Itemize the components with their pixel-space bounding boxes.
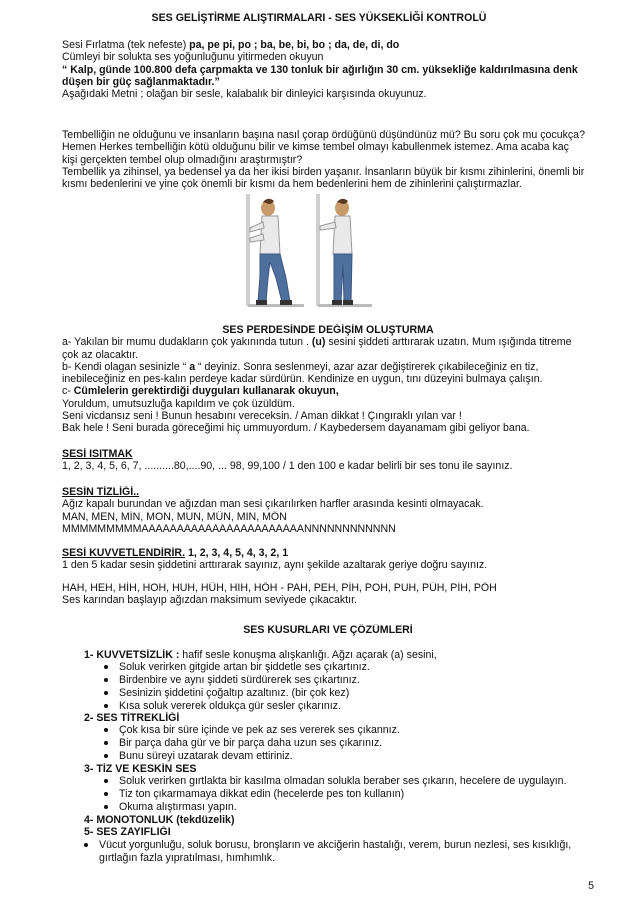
pitch-item-c bbox=[62, 385, 594, 397]
speed-line: Ağız kapalı burundan ve ağızdan man sesi çıkarılırken harfler arasında kesinti olmayacak. bbox=[62, 498, 484, 511]
defect-item-3-title: 3- TİZ VE KESKİN SES bbox=[84, 763, 197, 775]
pitch-item-c-title: Cümlelerin gerektirdiği duyguları kullanarak okuyun, bbox=[73, 385, 339, 398]
bullet-icon bbox=[84, 843, 88, 847]
pitch-heading: SES PERDESİNDE DEĞİŞİM OLUŞTURMA bbox=[222, 324, 434, 336]
intro-quote-line-1: “ Kalp, günde 100.800 defa çarpmakta ve 130 tonluk bir ağırlığın 30 cm. yüksekliğe kaldırılmasına denk bbox=[62, 63, 578, 76]
page-number: 5 bbox=[588, 880, 594, 892]
intensity-heading: SESİ ISITMAK bbox=[62, 448, 133, 460]
reading-line: kişi gerçekten tembel olup olmadığını araştırmıştır? bbox=[62, 153, 303, 166]
bullet-icon bbox=[104, 741, 108, 745]
pitch-item-a-rest: sesini şiddeti arttırarak uzatın. Mum ışığında titreme bbox=[325, 336, 572, 349]
bullet-icon bbox=[104, 728, 108, 732]
reading-line: Tembelliğin ne olduğunu ve insanların başına nasıl çorap ördüğünü düşündünüz mü? Bu soru çok mu çocukça? bbox=[62, 129, 585, 141]
defect-item-1 bbox=[84, 649, 437, 661]
strengthen-syllables: HAH, HEH, HİH, HOH, HUH, HÜH, HIH, HÖH - PAH, PEH, PİH, POH, PUH, PÜH, PİH, PÖH bbox=[62, 581, 497, 594]
defect-bullet: Sesinizin şiddetini çoğaltıp azaltınız. (bir çok kez) bbox=[119, 687, 350, 699]
page-title: SES GELİŞTİRME ALIŞTIRMALARI - SES YÜKSEKLİĞİ KONTROLÜ bbox=[151, 12, 487, 24]
intensity-line: 1, 2, 3, 4, 5, 6, 7, ..........80,....90, ... 98, 99,100 / 1 den 100 e kadar belirli bir ses tonu ile sayınız. bbox=[62, 460, 513, 473]
bullet-icon bbox=[104, 691, 108, 695]
bullet-icon bbox=[104, 665, 108, 669]
defect-bullet: Tiz ton çıkarmamaya dikkat edin (hecelerde pes ton kullanın) bbox=[119, 788, 405, 800]
intro-line-1-syllables: pa, pe pi, po ; ba, be, bi, bo ; da, de, di, do bbox=[189, 39, 400, 51]
pitch-item-c-line: Yoruldum, umutsuzluğa kapıldım ve çok üzüldüm. bbox=[62, 397, 295, 410]
strengthen-line: Ses karından başlayıp ağızdan maksimum seviyede çıkacaktır. bbox=[62, 593, 358, 606]
intro-section bbox=[62, 39, 594, 100]
reading-line: Hemen Herkes tembelliğin kötü olduğunu bilir ve kimse tembel olmayı kabullenmek istemez. Ama acaba kaç bbox=[62, 141, 569, 154]
illustration-icon bbox=[238, 194, 378, 312]
intro-line-1 bbox=[62, 39, 594, 51]
intro-line-2: Cümleyi bir solukta ses yoğunluğunu yitirmeden okuyun bbox=[62, 51, 324, 64]
reading-line: kısmı bedenlerini ve yine çok önemli bir kısmı da hem bedenlerini hem de zihinlerini çalıştırmazlar. bbox=[62, 178, 522, 191]
reading-line: Tembellik ya zihinsel, ya bedensel ya da her ikisi birden yaşanır. İnsanların büyük bir kısmı zihinlerini, önemli bir bbox=[62, 165, 585, 178]
intro-line-1-label: Sesi Fırlatma (tek nefeste) bbox=[62, 39, 190, 51]
defect-item-2-title: 2- SES TİTREKLİĞİ bbox=[84, 712, 180, 724]
bullet-icon bbox=[104, 779, 108, 783]
pitch-item-c-line: Seni vicdansız seni ! Bunun hesabını vereceksin. / Aman dikkat ! Çıngıraklı yılan var ! bbox=[62, 410, 462, 423]
two-boys-pushing-wall-illustration bbox=[238, 194, 378, 312]
bullet-icon bbox=[104, 678, 108, 682]
defect-bullet: Bir parça daha gür ve bir parça daha uzun ses çıkarınız. bbox=[119, 737, 383, 749]
strengthen-heading-title: SESİ KUVVETLENDİRİR. bbox=[62, 547, 186, 559]
strengthen-line: 1 den 5 kadar sesin şiddetini arttırarak sayınız, aynı şekilde azaltarak geriye doğru sayınız. bbox=[62, 559, 488, 572]
pitch-item-b-text: b- Kendi olagan sesinizle “ bbox=[62, 360, 190, 373]
bullet-icon bbox=[104, 805, 108, 809]
strengthen-section bbox=[62, 547, 594, 606]
intro-instruction: Aşağıdaki Metni ; olağan bir sesle, kalabalık bir dinleyici karşısında okuyunuz. bbox=[62, 88, 427, 101]
pitch-item-b-vowel: a bbox=[189, 360, 196, 373]
defect-bullet: Okuma alıştırması yapın. bbox=[119, 801, 237, 813]
pitch-item-a bbox=[62, 336, 594, 348]
pitch-section bbox=[62, 324, 594, 435]
defect-bullet: Çok kısa bir süre içinde ve pek az ses vererek ses çıkannız. bbox=[119, 724, 400, 736]
pitch-item-a-vowel: (u) bbox=[311, 336, 326, 349]
defect-bullet: Soluk verirken gırtlakta bir kasılma olmadan solukla beraber ses çıkarın, hecelere de uygulayın. bbox=[119, 775, 567, 787]
defect-item-1-title: 1- KUVVETSİZLİK : bbox=[84, 649, 180, 661]
defect-item-4-title: 4- MONOTONLUK (tekdüzelik) bbox=[84, 814, 235, 826]
pitch-item-b bbox=[62, 361, 594, 373]
defect-bullet: Bunu süreyi uzatarak devam ettiriniz. bbox=[119, 750, 293, 762]
defect-item-5-title: 5- SES ZAYIFLIĞI bbox=[84, 826, 171, 838]
intro-quote-line-2: düşen bir güç sağlanmaktadır.” bbox=[62, 75, 220, 88]
bullet-icon bbox=[104, 792, 108, 796]
pitch-item-b-rest: “ deyiniz. Sonra seslenmeyi, azar azar değiştirerek çıkabileceğiniz en tiz, bbox=[195, 360, 539, 373]
bullet-icon bbox=[104, 704, 108, 708]
strengthen-heading bbox=[62, 547, 594, 559]
bullet-icon bbox=[104, 754, 108, 758]
speed-heading: SESİN TİZLİĞİ.. bbox=[62, 486, 140, 498]
defect-bullet: Vücut yorgunluğu, soluk borusu, bronşların ve akciğerin hastalığı, verem, burun nezlesi, ses kısıklığı, bbox=[99, 839, 572, 851]
defects-heading: SES KUSURLARI VE ÇÖZÜMLERİ bbox=[243, 624, 413, 636]
defect-bullet: Birdenbire ve aynı şiddeti sürdürerek ses çıkartınız. bbox=[119, 674, 360, 686]
pitch-item-c-label: c- bbox=[62, 385, 74, 398]
reading-passage bbox=[62, 129, 594, 190]
pitch-item-a-text: a- Yakılan bir mumu dudakların çok yakınında tutun . bbox=[62, 336, 312, 349]
defect-bullet: Soluk verirken gitgide artan bir şiddetle ses çıkartınız. bbox=[119, 661, 370, 673]
defect-bullet: Kısa soluk vererek oldukça gür sesler çıkarınız. bbox=[119, 700, 341, 712]
pitch-item-a-cont: çok az olacaktır. bbox=[62, 348, 138, 361]
speed-section bbox=[62, 486, 594, 535]
speed-line: MAN, MEN, MİN, MON, MUN, MÜN, MIN, MÖN bbox=[62, 510, 287, 523]
pitch-item-b-cont: inebileceğiniz en pes-kalın perdeye kadar sürdürün. Kendinize en uygun, tını düzeyini bulmaya çalışın. bbox=[62, 373, 543, 386]
intensity-section bbox=[62, 448, 594, 473]
defect-item-1-desc: hafif sesle konuşma alışkanlığı. Ağzı açarak (a) sesini, bbox=[179, 649, 437, 661]
pitch-item-c-line: Bak hele ! Seni burada göreceğimi hiç ummuyordum. / Kaybedersem dayanamam gibi geliyor bana. bbox=[62, 422, 530, 435]
speed-line: MMMMMMMMMAAAAAAAAAAAAAAAAAAAAAAANNNNNNNNNNNN bbox=[62, 522, 396, 535]
defect-bullet-cont: gırtlağın fazla yıpratılması, hımhımlık. bbox=[99, 852, 276, 864]
strengthen-heading-numbers: 1, 2, 3, 4, 5, 4, 3, 2, 1 bbox=[185, 547, 289, 559]
